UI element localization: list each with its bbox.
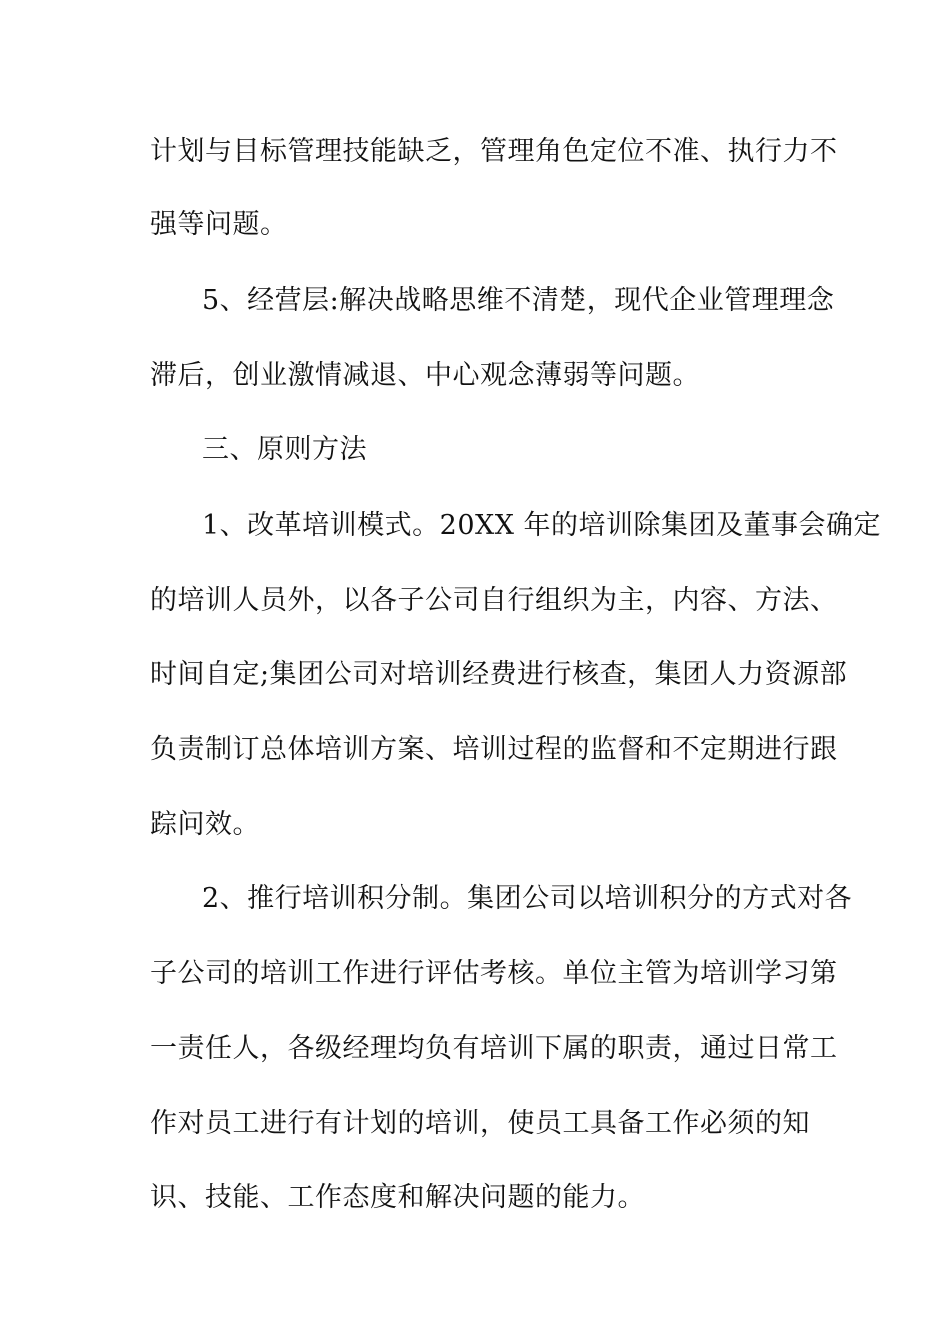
text-line: 的培训人员外，以各子公司自行组织为主，内容、方法、	[150, 585, 838, 616]
section-heading: 三、原则方法	[202, 434, 367, 465]
text-line: 识、技能、工作态度和解决问题的能力。	[150, 1182, 645, 1213]
text-line: 时间自定;集团公司对培训经费进行核查，集团人力资源部	[150, 659, 848, 690]
text-line: 滞后，创业激情减退、中心观念薄弱等问题。	[150, 360, 700, 391]
text-line: 计划与目标管理技能缺乏，管理角色定位不准、执行力不	[150, 136, 838, 167]
text-line: 强等问题。	[150, 209, 288, 240]
text-line: 子公司的培训工作进行评估考核。单位主管为培训学习第	[150, 958, 838, 989]
text-line: 作对员工进行有计划的培训，使员工具备工作必须的知	[150, 1108, 810, 1139]
text-line: 5、经营层:解决战略思维不清楚，现代企业管理理念	[202, 285, 835, 316]
text-line: 踪问效。	[150, 809, 260, 840]
text-line: 负责制订总体培训方案、培训过程的监督和不定期进行跟	[150, 734, 838, 765]
text-line: 1、改革培训模式。20XX 年的培训除集团及董事会确定	[202, 510, 882, 541]
text-line: 2、推行培训积分制。集团公司以培训积分的方式对各	[202, 883, 853, 914]
text-line: 一责任人，各级经理均负有培训下属的职责，通过日常工	[150, 1033, 838, 1064]
